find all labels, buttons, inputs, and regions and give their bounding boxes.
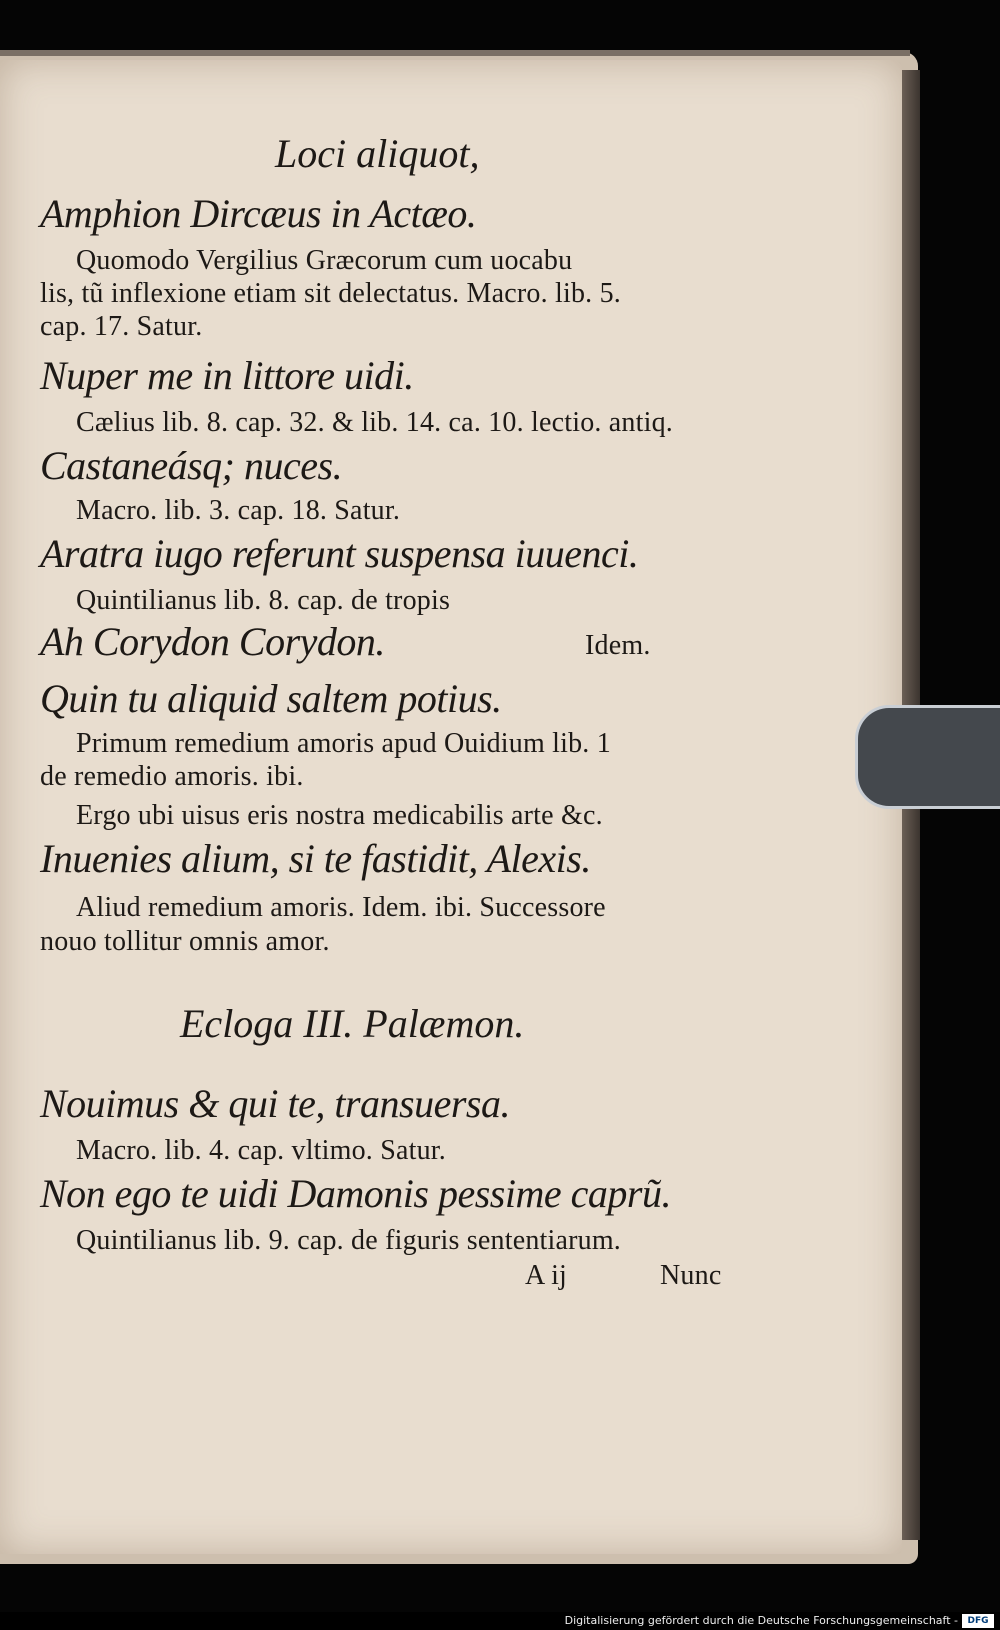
commentary-line: Ergo ubi uisus eris nostra medicabilis arte &c. bbox=[76, 800, 603, 831]
lemma-line: Aratra iugo referunt suspensa iuuenci. bbox=[40, 531, 639, 576]
commentary-line: de remedio amoris. ibi. bbox=[40, 761, 304, 792]
page-clip-tab bbox=[855, 705, 1000, 809]
catchword: Nunc bbox=[660, 1260, 722, 1291]
digitization-credit-bar bbox=[0, 1612, 1000, 1630]
running-head: Loci aliquot, bbox=[275, 131, 480, 176]
commentary-line: Primum remedium amoris apud Ouidium lib. 1 bbox=[76, 728, 611, 759]
commentary-line: Quintilianus lib. 9. cap. de figuris sententiarum. bbox=[76, 1225, 622, 1256]
lemma-line: Inuenies alium, si te fastidit, Alexis. bbox=[40, 836, 591, 881]
lemma-aside: Idem. bbox=[585, 630, 651, 661]
lemma-line: Ah Corydon Corydon. bbox=[40, 619, 385, 664]
commentary-line: Macro. lib. 3. cap. 18. Satur. bbox=[76, 495, 401, 526]
digitization-credit: Digitalisierung gefördert durch die Deutsche Forschungsgemeinschaft - bbox=[564, 1614, 958, 1627]
dfg-logo: DFG bbox=[962, 1614, 994, 1628]
page-top-edge bbox=[0, 50, 910, 56]
lemma-line: Nuper me in littore uidi. bbox=[40, 353, 414, 398]
lemma-line: Quin tu aliquid saltem potius. bbox=[40, 676, 502, 721]
commentary-line: Quintilianus lib. 8. cap. de tropis bbox=[76, 585, 451, 616]
commentary-line: lis, tũ inflexione etiam sit delectatus. Macro. lib. 5. bbox=[40, 278, 621, 309]
commentary-line: Cælius lib. 8. cap. 32. & lib. 14. ca. 10. lectio. antiq. bbox=[76, 407, 673, 438]
lemma-line: Non ego te uidi Damonis pessime caprũ. bbox=[40, 1171, 671, 1216]
signature-mark: A ij bbox=[525, 1260, 568, 1291]
commentary-line: Macro. lib. 4. cap. vltimo. Satur. bbox=[76, 1135, 446, 1166]
commentary-line: Quomodo Vergilius Græcorum cum uocabu bbox=[76, 245, 573, 276]
section-title: Ecloga III. Palæmon. bbox=[180, 1001, 525, 1046]
lemma-line: Amphion Dircæus in Actæo. bbox=[40, 191, 477, 236]
commentary-line: nouo tollitur omnis amor. bbox=[40, 926, 330, 957]
commentary-line: Aliud remedium amoris. Idem. ibi. Successore bbox=[76, 892, 606, 923]
lemma-line: Nouimus & qui te, transuersa. bbox=[40, 1081, 510, 1126]
lemma-line: Castaneásq; nuces. bbox=[40, 443, 343, 488]
commentary-line: cap. 17. Satur. bbox=[40, 311, 203, 342]
